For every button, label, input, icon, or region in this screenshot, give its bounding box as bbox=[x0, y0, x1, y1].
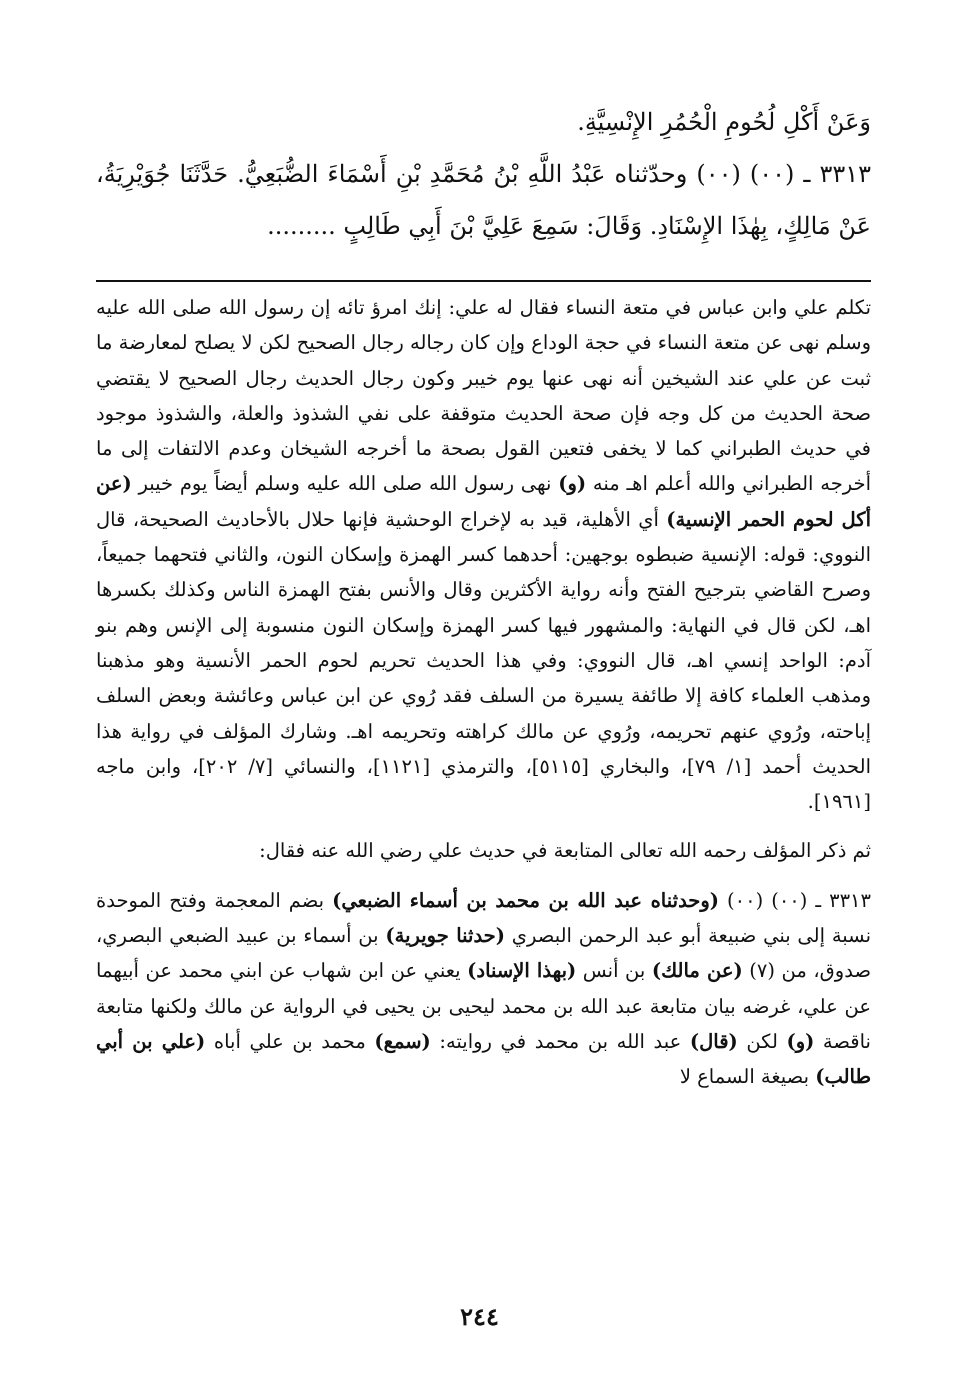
commentary-text: بن أسماء بن عبيد الضبعي البصري، صدوق، من (٧) bbox=[96, 924, 872, 983]
commentary-bold: (سمع) bbox=[374, 1029, 431, 1053]
commentary-text: بضم المعجمة وفتح الموحدة نسبة إلى بني ضبيعة أبو عبد الرحمن البصري bbox=[96, 888, 871, 948]
commentary-bold: (عن مالك) bbox=[651, 959, 743, 983]
commentary-bold: (قال) bbox=[689, 1029, 738, 1053]
commentary-bold: (و) bbox=[558, 472, 587, 496]
commentary-text: محمد بن علي أباه bbox=[205, 1029, 375, 1053]
commentary-bold: (حدثنا جويرية) bbox=[385, 924, 505, 948]
hadith-paragraph-3313: ٣٣١٣ ـ (٠٠) (٠٠) وحدّثناه عَبْدُ اللَّهِ بْنُ مُحَمَّدِ بْنِ أَسْمَاءَ الضُّبَعِيُّ. حَدَّثَنَا جُوَيْرِيَةُ، عَنْ مَالِكٍ، بِهٰذَا الإِسْنَادِ. وَقَالَ: سَمِعَ عَلِيَّ بْنَ أَبِي طَالِبٍ ......... bbox=[96, 160, 871, 240]
commentary-bold: (وحدثناه عبد الله بن محمد بن أسماء الضبعي) bbox=[332, 888, 719, 912]
commentary-text: تكلم علي وابن عباس في متعة النساء فقال له علي: إنك امرؤ تائه إن رسول الله صلى الله عليه وسلم نهى عن متعة النساء في حجة الوداع وإن كان رجاله رجال الصحيح لكن لا يصلح لمعارضة ما ثبت عن علي عند الشيخين أنه نهى عنها يوم خيبر وكون رجال الحديث رجال الصحيح لا يقتضي صحة الحديث من كل وجه فإن صحة الحديث متوقفة على نفي الشذوذ والعلة، والشذوذ موجود في حديث الطبراني كما لا يخفى فتعين القول بصحة ما أخرجه الشيخان وعدم الالتفات إلى ما أخرجه الطبراني والله أعلم اهـ منه bbox=[96, 296, 871, 496]
commentary bbox=[96, 290, 871, 1095]
commentary-paragraph-3313 bbox=[96, 883, 871, 1095]
commentary-bold: (عن أكل لحوم الحمر الإنسية) bbox=[96, 472, 871, 531]
commentary-text: أي الأهلية، قيد به لإخراج الوحشية فإنها حلال بالأحاديث الصحيحة، قال النووي: قوله: الإنسية ضبطوه بوجهين: أحدهما كسر الهمزة وإسكان النون، والثاني فتحهما جميعاً، وصرح القاضي بترجيح الفتح وأنه رواية الأكثرين وقال والأنس بفتح الهمزة الناس وكذلك بكسرها اهـ، لكن قال في النهاية: والمشهور فيها كسر الهمزة وإسكان النون منسوبة إلى الإنس وهم بنو آدم: الواحد إنسي اهـ، قال النووي: وفي هذا الحديث تحريم لحوم الحمر الأنسية وهو مذهبنا ومذهب العلماء كافة إلا طائفة يسيرة من السلف فقد رُوي عن ابن عباس وعائشة وبعض السلف إباحته، ورُوي عنهم تحريمه، ورُوي عن مالك كراهته وتحريمه اهـ. وشارك المؤلف في رواية هذا الحديث أحمد [١/ ٧٩]، والبخاري [٥١١٥]، والترمذي [١١٢١]، والنسائي [٧/ ٢٠٢]، وابن ماجه [١٩٦١]. bbox=[96, 507, 871, 814]
commentary-text: ٣٣١٣ ـ (٠٠) (٠٠) bbox=[719, 888, 872, 912]
commentary-text: بصيغة السماع لا bbox=[679, 1065, 816, 1089]
hadith-text bbox=[96, 96, 871, 252]
page-number: ٢٤٤ bbox=[460, 1302, 499, 1331]
commentary-bold: (و) bbox=[786, 1029, 815, 1053]
commentary-text: بن أنس bbox=[576, 959, 652, 983]
commentary-text: نهى رسول الله صلى الله عليه وسلم أيضاً يوم خيبر bbox=[131, 472, 559, 496]
commentary-bold: (علي بن أبي طالب) bbox=[96, 1029, 871, 1089]
hadith-line-1: وَعَنْ أَكْلِ لُحُومِ الْحُمُرِ الإِنْسِيَّةِ. bbox=[577, 108, 871, 136]
book-page bbox=[96, 96, 871, 1356]
commentary-paragraph-1 bbox=[96, 290, 871, 819]
commentary-text: عبد الله بن محمد في روايته: bbox=[430, 1029, 690, 1053]
commentary-text: لكن bbox=[737, 1029, 787, 1053]
footnote-divider bbox=[96, 280, 871, 282]
commentary-transition: ثم ذكر المؤلف رحمه الله تعالى المتابعة في حديث علي رضي الله عنه فقال: bbox=[259, 839, 871, 863]
commentary-bold: (بهذا الإسناد) bbox=[467, 959, 577, 983]
commentary-text: يعني عن ابن شهاب عن ابني محمد عن أبيهما عن علي، غرضه بيان متابعة عبد الله بن محمد ليحيى بن يحيى في الرواية عن مالك ولكنها متابعة ناقصة bbox=[96, 959, 871, 1053]
